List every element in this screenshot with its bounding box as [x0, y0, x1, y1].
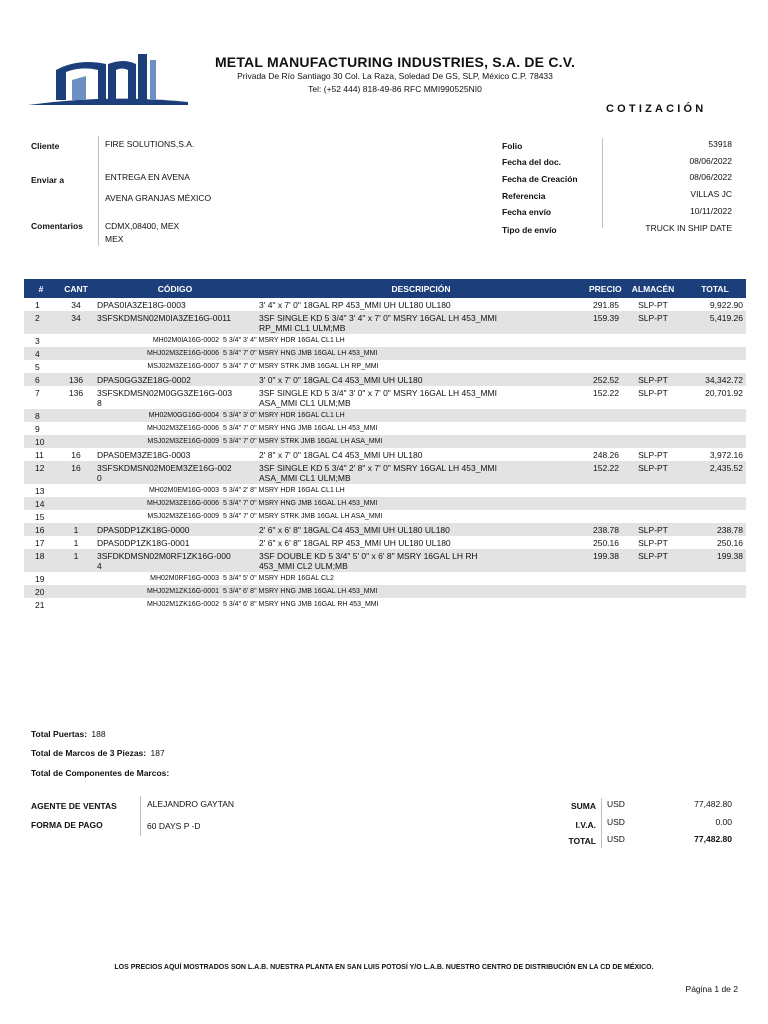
row-warehouse: SLP-PT — [638, 300, 668, 310]
agent-divider — [140, 796, 141, 836]
enviar-line1: ENTREGA EN AVENA — [105, 172, 190, 182]
folio-value: 53918 — [708, 139, 732, 149]
agente-label: AGENTE DE VENTAS — [31, 801, 117, 811]
row-description: 3SF SINGLE KD 5 3/4" 3' 0" x 7' 0" MSRY 16GAL LH 453_MMI ASA_MMI CL1 ULM;MB — [259, 388, 497, 408]
component-description: 5 3/4" 7' 0" MSRY HNG JMB 16GAL LH 453_MMI — [223, 500, 378, 507]
total-marcos-label: Total de Marcos de 3 Piezas: — [31, 748, 147, 758]
company-phone-rfc: Tel: (+52 444) 818-49-86 RFC MMI990525NI0 — [308, 84, 482, 94]
row-number: 4 — [24, 347, 58, 360]
agente-value: ALEJANDRO GAYTAN — [147, 799, 235, 809]
row-total: 5,419.26 — [684, 311, 746, 334]
company-name: METAL MANUFACTURING INDUSTRIES, S.A. DE C.V. — [214, 54, 576, 70]
component-description: 5 3/4" 3' 4" MSRY HDR 16GAL CL1 LH — [223, 337, 345, 344]
row-price: 252.52 — [586, 373, 622, 386]
col-header-cant: CANT — [58, 279, 94, 298]
component-code: MHJ02M3ZE16G-0006 — [147, 500, 219, 507]
row-component — [58, 585, 746, 598]
enviar-label: Enviar a — [31, 175, 65, 185]
pago-value: 60 DAYS P -D — [147, 821, 201, 831]
component-description: 5 3/4" 3' 0" MSRY HDR 16GAL CL1 LH — [223, 412, 345, 419]
component-description: 5 3/4" 6' 8" MSRY HNG JMB 16GAL RH 453_MMI — [223, 601, 379, 608]
tipo-envio-value: TRUCK IN SHIP DATE — [645, 223, 732, 233]
row-total: 9,922.90 — [709, 300, 743, 310]
pago-label: FORMA DE PAGO — [31, 820, 103, 830]
row-number: 17 — [35, 538, 45, 548]
suma-value: 77,482.80 — [694, 799, 732, 809]
row-total: 250.16 — [717, 538, 743, 548]
row-description: 3SF SINGLE KD 5 3/4" 3' 4" x 7' 0" MSRY 16GAL LH 453_MMI RP_MMI CL1 ULM;MB — [256, 311, 586, 334]
referencia-value: VILLAS JC — [690, 189, 732, 199]
table-row — [24, 484, 746, 497]
row-total: 2,435.52 — [684, 461, 746, 484]
total-puertas — [31, 729, 106, 739]
cliente-label: Cliente — [31, 141, 60, 151]
row-component — [58, 484, 746, 497]
total-marcos-value: 187 — [150, 748, 165, 758]
component-description: 5 3/4" 7' 0" MSRY STRK JMB 16GAL LH RP_MMI — [223, 363, 379, 370]
row-number: 7 — [35, 388, 40, 398]
row-warehouse: SLP-PT — [638, 450, 668, 460]
table-row — [24, 360, 746, 373]
row-number: 19 — [35, 574, 45, 584]
row-total: 199.38 — [684, 549, 746, 572]
component-code: MHJ02M1ZK16G-0001 — [147, 588, 219, 595]
fecha-creacion-label: Fecha de Creación — [502, 174, 578, 184]
component-code: MSJ02M3ZE16G-0009 — [147, 438, 219, 445]
table-row — [24, 311, 746, 334]
table-row — [24, 549, 746, 572]
total-value: 77,482.80 — [694, 834, 732, 844]
totals-divider — [601, 798, 602, 848]
iva-label: I.V.A. — [575, 820, 596, 830]
row-description: 3SF DOUBLE KD 5 3/4" 5' 0" x 6' 8" MSRY 16GAL LH RH 453_MMI CL2 ULM;MB — [256, 549, 586, 572]
row-quantity: 136 — [58, 373, 94, 386]
row-description: 2' 6" x 6' 8" 18GAL RP 453_MMI UH UL180 UL180 — [259, 538, 451, 548]
row-description: 3' 0" x 7' 0" 18GAL C4 453_MMI UH UL180 — [256, 373, 586, 386]
row-component — [58, 435, 746, 448]
customer-divider — [98, 136, 99, 246]
row-component — [58, 409, 746, 422]
component-description: 5 3/4" 7' 0" MSRY STRK JMB 16GAL LH ASA_MMI — [223, 438, 383, 445]
row-component — [58, 334, 746, 347]
col-header-codigo: CÓDIGO — [94, 279, 256, 298]
row-total: 238.78 — [684, 523, 746, 536]
row-code: DPAS0DP1ZK18G-0001 — [97, 538, 190, 548]
col-header-num: # — [24, 279, 58, 298]
cliente-value: FIRE SOLUTIONS,S.A. — [105, 139, 195, 149]
row-warehouse: SLP-PT — [622, 373, 684, 386]
row-price: 152.22 — [593, 388, 619, 398]
component-description: 5 3/4" 5' 0" MSRY HDR 16GAL CL2 — [223, 575, 334, 582]
component-description: 5 3/4" 2' 8" MSRY HDR 16GAL CL1 LH — [223, 487, 345, 494]
comentarios-line1: CDMX,08400, MEX — [105, 221, 180, 231]
fecha-doc-value: 08/06/2022 — [689, 156, 732, 166]
col-header-descripcion: DESCRIPCIÓN — [256, 279, 586, 298]
table-row — [24, 536, 746, 549]
items-table — [24, 279, 746, 611]
row-price: 159.39 — [586, 311, 622, 334]
tipo-envio-label: Tipo de envío — [502, 225, 557, 235]
table-row — [24, 510, 746, 523]
fecha-envio-value: 10/11/2022 — [690, 206, 732, 216]
component-code: MH02M0IA16G-0002 — [152, 337, 219, 344]
row-code: DPAS0EM3ZE18G-0003 — [97, 450, 191, 460]
row-number: 9 — [35, 424, 40, 434]
row-number: 1 — [35, 300, 40, 310]
row-description: 3SF SINGLE KD 5 3/4" 2' 8" x 7' 0" MSRY 16GAL LH 453_MMI ASA_MMI CL1 ULM;MB — [256, 461, 586, 484]
row-number: 2 — [24, 311, 58, 334]
row-number: 5 — [35, 362, 40, 372]
row-component — [58, 598, 746, 611]
row-description: 2' 6" x 6' 8" 18GAL C4 453_MMI UH UL180 UL180 — [256, 523, 586, 536]
iva-value: 0.00 — [715, 817, 732, 827]
comentarios-line2: MEX — [105, 234, 124, 244]
row-number: 3 — [35, 336, 40, 346]
company-address: Privada De Río Santiago 30 Col. La Raza, Soledad De GS, SLP, México C.P. 78433 — [237, 71, 553, 81]
table-row — [24, 373, 746, 386]
folio-label: Folio — [502, 141, 523, 151]
row-number: 13 — [35, 486, 45, 496]
component-code: MHJ02M3ZE16G-0006 — [147, 350, 219, 357]
table-row — [24, 497, 746, 510]
company-logo — [26, 50, 190, 108]
row-number: 12 — [24, 461, 58, 484]
table-row — [24, 409, 746, 422]
row-quantity: 34 — [71, 300, 81, 310]
component-description: 5 3/4" 7' 0" MSRY STRK JMB 16GAL LH ASA_MMI — [223, 513, 383, 520]
row-number: 21 — [35, 600, 45, 610]
row-code: 3SFDKDMSN02M0RF1ZK16G-000 4 — [94, 549, 256, 572]
row-quantity: 16 — [71, 450, 81, 460]
row-warehouse: SLP-PT — [622, 523, 684, 536]
row-total: 20,701.92 — [705, 388, 743, 398]
iva-currency: USD — [607, 817, 625, 827]
total-puertas-label: Total Puertas: — [31, 729, 88, 739]
table-row — [24, 347, 746, 360]
row-code: 3SFSKDMSN02M0IA3ZE16G-0011 — [94, 311, 256, 334]
row-number: 14 — [24, 497, 58, 510]
enviar-line2: AVENA GRANJAS MÉXICO — [105, 193, 212, 203]
component-code: MHJ02M3ZE16G-0006 — [147, 425, 219, 432]
table-row — [24, 585, 746, 598]
total-puertas-value: 188 — [91, 729, 106, 739]
suma-label: SUMA — [570, 801, 596, 811]
items-body — [24, 298, 746, 611]
table-row — [24, 298, 746, 311]
row-quantity: 34 — [58, 311, 94, 334]
page-number: Página 1 de 2 — [685, 984, 738, 994]
comentarios-label: Comentarios — [31, 221, 83, 231]
table-row — [24, 448, 746, 461]
row-number: 11 — [35, 450, 44, 460]
row-quantity: 1 — [73, 538, 79, 548]
total-marcos — [31, 748, 165, 758]
row-warehouse: SLP-PT — [622, 461, 684, 484]
row-price: 152.22 — [586, 461, 622, 484]
row-code: DPAS0IA3ZE18G-0003 — [97, 300, 186, 310]
table-row — [24, 422, 746, 435]
row-number: 8 — [24, 409, 58, 422]
table-row — [24, 572, 746, 585]
suma-currency: USD — [607, 799, 625, 809]
component-code: MH02M0RF16G-0003 — [150, 575, 219, 582]
row-code: 3SFSKDMSN02M0GG3ZE16G-003 8 — [97, 388, 233, 408]
component-description: 5 3/4" 7' 0" MSRY HNG JMB 16GAL LH 453_MMI — [223, 425, 378, 432]
row-total: 3,972.16 — [709, 450, 743, 460]
row-component — [58, 360, 746, 373]
component-code: MH02M0EM16G-0003 — [148, 487, 219, 494]
row-number: 16 — [24, 523, 58, 536]
component-code: MHJ02M1ZK16G-0002 — [147, 601, 219, 608]
row-quantity: 16 — [58, 461, 94, 484]
fecha-doc-label: Fecha del doc. — [502, 157, 562, 167]
row-component — [58, 497, 746, 510]
row-quantity: 1 — [58, 549, 94, 572]
component-code: MH02M0GG16G-0004 — [148, 412, 219, 419]
component-code: MSJ02M3ZE16G-0009 — [147, 513, 219, 520]
component-description: 5 3/4" 7' 0" MSRY HNG JMB 16GAL LH 453_MMI — [223, 350, 378, 357]
total-currency: USD — [607, 834, 625, 844]
fecha-envio-label: Fecha envío — [502, 207, 552, 217]
row-warehouse: SLP-PT — [622, 549, 684, 572]
row-warehouse: SLP-PT — [638, 388, 668, 398]
row-component — [58, 422, 746, 435]
col-header-almacen: ALMACÉN — [622, 279, 684, 298]
total-componentes-label: Total de Componentes de Marcos: — [31, 768, 170, 778]
table-row — [24, 386, 746, 409]
total-label: TOTAL — [568, 836, 596, 846]
row-total: 34,342.72 — [684, 373, 746, 386]
row-number: 6 — [24, 373, 58, 386]
row-price: 199.38 — [586, 549, 622, 572]
row-component — [58, 510, 746, 523]
row-description: 3' 4" x 7' 0" 18GAL RP 453_MMI UH UL180 UL180 — [259, 300, 451, 310]
table-row — [24, 334, 746, 347]
component-description: 5 3/4" 6' 8" MSRY HNG JMB 16GAL LH 453_MMI — [223, 588, 378, 595]
document-title: COTIZACIÓN — [606, 103, 707, 115]
table-row — [24, 461, 746, 484]
col-header-precio: PRECIO — [586, 279, 622, 298]
row-code: 3SFSKDMSN02M0EM3ZE16G-002 0 — [94, 461, 256, 484]
fecha-creacion-value: 08/06/2022 — [689, 172, 732, 182]
row-code: DPAS0DP1ZK18G-0000 — [94, 523, 256, 536]
component-code: MSJ02M3ZE16G-0007 — [147, 363, 219, 370]
footer-note: LOS PRECIOS AQUÍ MOSTRADOS SON L.A.B. NUESTRA PLANTA EN SAN LUIS POTOSÍ Y/O L.A.B. NUESTRO CENTRO DE DISTRIBUCIÓN EN LA CD DE MÉXICO. — [114, 964, 654, 971]
row-number: 10 — [24, 435, 58, 448]
row-price: 291.85 — [593, 300, 619, 310]
row-number: 20 — [24, 585, 58, 598]
row-component — [58, 572, 746, 585]
table-header-row — [24, 279, 746, 298]
row-code: DPAS0GG3ZE18G-0002 — [94, 373, 256, 386]
table-row — [24, 435, 746, 448]
row-component — [58, 347, 746, 360]
row-price: 250.16 — [593, 538, 619, 548]
row-price: 248.26 — [593, 450, 619, 460]
row-warehouse: SLP-PT — [622, 311, 684, 334]
row-number: 15 — [35, 512, 45, 522]
referencia-label: Referencia — [502, 191, 546, 201]
row-quantity: 1 — [58, 523, 94, 536]
col-header-total: TOTAL — [684, 279, 746, 298]
table-row — [24, 598, 746, 611]
row-quantity: 136 — [68, 388, 84, 398]
row-number: 18 — [24, 549, 58, 572]
table-row — [24, 523, 746, 536]
row-description: 2' 8" x 7' 0" 18GAL C4 453_MMI UH UL180 — [259, 450, 423, 460]
row-price: 238.78 — [586, 523, 622, 536]
row-warehouse: SLP-PT — [638, 538, 668, 548]
